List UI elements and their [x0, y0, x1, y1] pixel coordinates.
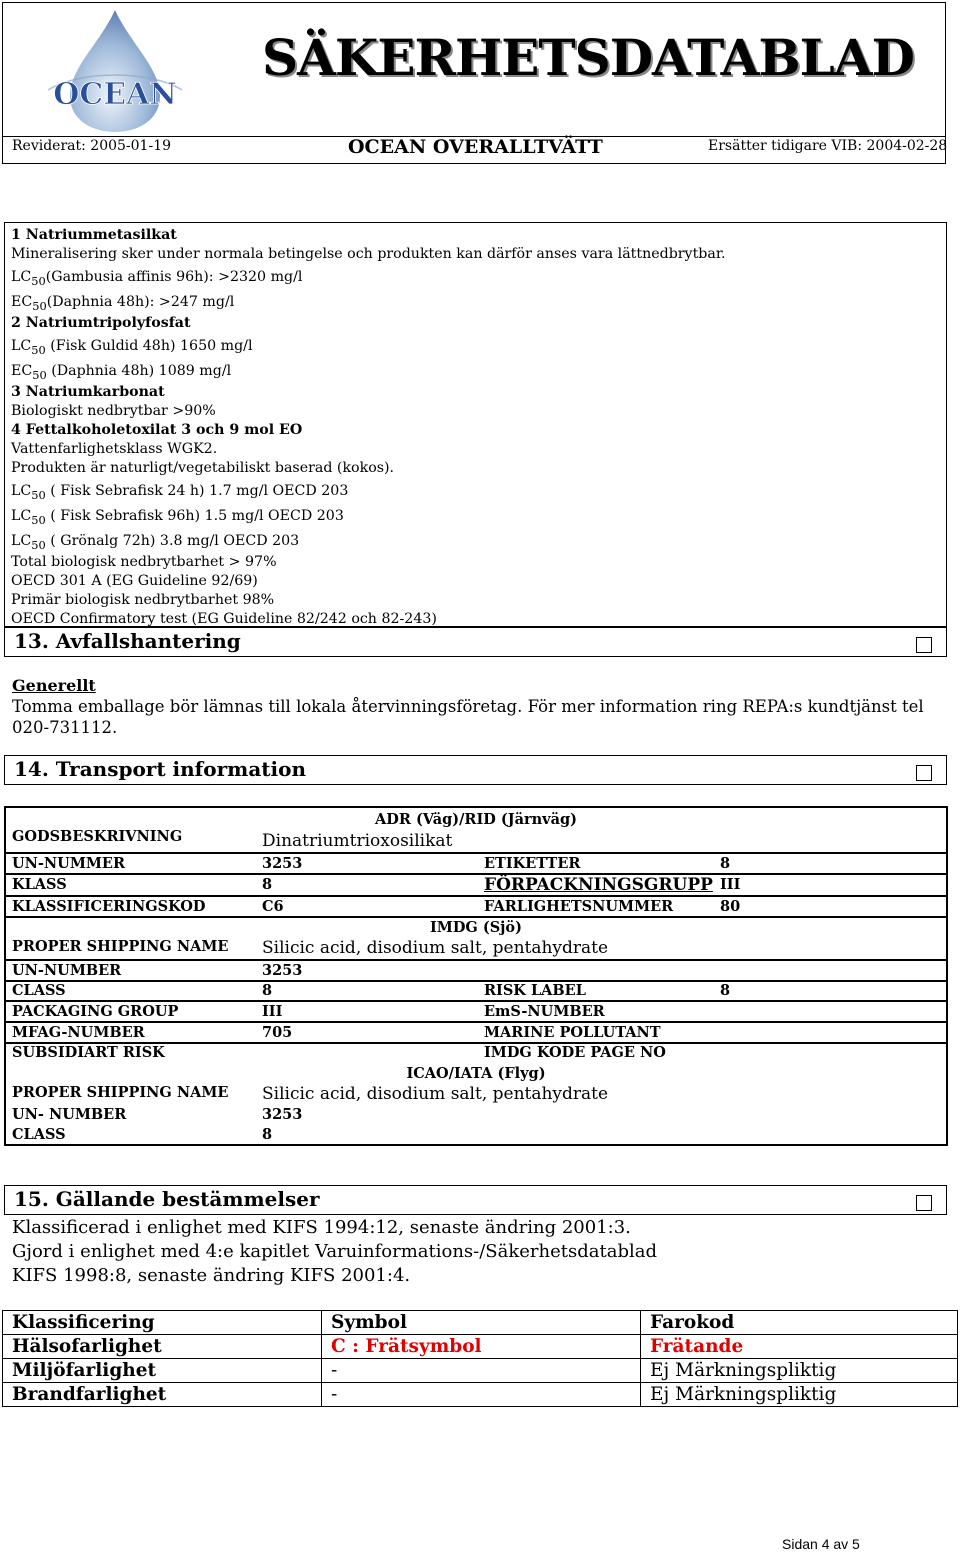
un-value: 3253 — [262, 855, 303, 872]
regulation-line: Gjord i enlighet med 4:e kapitlet Varuinformations-/Säkerhetsdatablad — [12, 1241, 658, 1262]
un-number-value: 3253 — [262, 962, 303, 979]
icao-heading: ICAO/IATA (Flyg) — [406, 1065, 546, 1082]
imdg-pg-row — [6, 1002, 946, 1023]
psn-label: PROPER SHIPPING NAME — [12, 938, 229, 955]
header-cell: Farokod — [641, 1311, 958, 1335]
eco-line: Total biologisk nedbrytbarhet > 97% — [11, 554, 277, 570]
etikett-value: 8 — [720, 855, 731, 872]
icao-class-row — [6, 1126, 946, 1146]
product-name: OCEAN OVERALLTVÄTT — [348, 136, 603, 158]
class-label: CLASS — [12, 982, 66, 999]
replaces-date: Ersätter tidigare VIB: 2004-02-28 — [708, 138, 948, 154]
regulation-text — [12, 1216, 657, 1288]
generellt-label: Generellt — [12, 676, 96, 695]
icao-un-label: UN- NUMBER — [12, 1106, 127, 1123]
adr-kod-row — [6, 897, 946, 918]
adr-goods-row — [6, 808, 946, 854]
section-14-checkbox[interactable] — [916, 765, 932, 781]
eco-line: $LC_{50}$ ( Fisk Sebrafisk 24 h) 1.7 mg/l OECD 203 — [11, 483, 349, 502]
farl-label: FARLIGHETSNUMMER — [484, 898, 674, 915]
imdg-heading: IMDG (Sjö) — [430, 919, 522, 936]
section-13-title: 13. Avfallshantering — [14, 629, 241, 653]
header-cell: Symbol — [322, 1311, 641, 1335]
imdg-sub-row — [6, 1044, 946, 1064]
document-title: SÄKERHETSDATABLAD — [262, 28, 914, 87]
eco-line: $EC_{50}(Daphnia$ 48h): >247 mg/l — [11, 294, 235, 313]
un-label: UN-NUMMER — [12, 855, 126, 872]
eco-line: $LC_{50}(Gambusia$ affinis 96h): >2320 mg/l — [11, 269, 303, 288]
ems-label: EmS-NUMBER — [484, 1003, 605, 1020]
section-13-checkbox[interactable] — [916, 637, 932, 653]
farl-value: 80 — [720, 898, 741, 915]
imdg-class-row — [6, 982, 946, 1002]
table-cell: Hälsofarlighet — [3, 1335, 322, 1359]
icao-un-row — [6, 1106, 946, 1126]
eco-heading: 1 Natriummetasilkat — [11, 227, 177, 243]
ocean-logo — [40, 8, 190, 133]
icao-class-value: 8 — [262, 1126, 273, 1143]
transport-table — [4, 806, 948, 1146]
adr-heading: ADR (Väg)/RID (Järnväg) — [375, 811, 577, 828]
sub-risk-label: SUBSIDIART RISK — [12, 1044, 165, 1061]
table-cell: - — [322, 1383, 641, 1407]
adr-un-row — [6, 854, 946, 875]
icao-un-value: 3253 — [262, 1106, 303, 1123]
regulation-line: KIFS 1998:8, senaste ändring KIFS 2001:4. — [12, 1265, 411, 1286]
section-14-header — [4, 755, 947, 785]
page-number: Sidan 4 av 5 — [782, 1536, 860, 1552]
table-cell: Ej Märkningspliktig — [641, 1359, 958, 1383]
marine-label: MARINE POLLUTANT — [484, 1024, 661, 1041]
icao-psn-label: PROPER SHIPPING NAME — [12, 1084, 229, 1101]
revised-date: Reviderat: 2005-01-19 — [12, 138, 172, 154]
eco-heading: 2 Natriumtripolyfosfat — [11, 315, 191, 331]
kod-label: KLASSIFICERINGSKOD — [12, 898, 206, 915]
eco-line: $EC_{50}$ (Daphnia 48h) 1089 mg/l — [11, 363, 232, 382]
pg-label: PACKAGING GROUP — [12, 1003, 179, 1020]
mfag-value: 705 — [262, 1024, 293, 1041]
section-13-header — [4, 627, 947, 657]
klass-label: KLASS — [12, 876, 67, 893]
section-15-title: 15. Gällande bestämmelser — [14, 1187, 320, 1211]
pack-label: FÖRPACKNINGSGRUPP — [484, 875, 713, 895]
adr-klass-row — [6, 875, 946, 897]
table-cell: Miljöfarlighet — [3, 1359, 322, 1383]
psn-value: Silicic acid, disodium salt, pentahydrate — [262, 938, 609, 958]
table-header-row — [3, 1311, 958, 1335]
table-cell: - — [322, 1359, 641, 1383]
goods-value: Dinatriumtrioxosilikat — [262, 831, 453, 851]
imdg-page-label: IMDG KODE PAGE NO — [484, 1044, 666, 1061]
icao-psn-row — [6, 1064, 946, 1108]
eco-heading: 3 Natriumkarbonat — [11, 384, 165, 400]
table-row — [3, 1335, 958, 1359]
section-14-title: 14. Transport information — [14, 757, 307, 781]
table-cell: Brandfarlighet — [3, 1383, 322, 1407]
eco-line: Produkten är naturligt/vegetabiliskt baserad (kokos). — [11, 460, 395, 476]
etikett-label: ETIKETTER — [484, 855, 581, 872]
classification-table — [2, 1310, 958, 1407]
eco-line: $LC_{50}$ (Fisk Guldid 48h) 1650 mg/l — [11, 338, 253, 357]
eco-line: OECD Confirmatory test (EG Guideline 82/242 och 82-243) — [11, 611, 437, 627]
icao-psn-value: Silicic acid, disodium salt, pentahydrate — [262, 1084, 609, 1104]
disposal-text: Tomma emballage bör lämnas till lokala återvinningsföretag. För mer information ring REPA:s kundtjänst tel 020-731112. — [12, 697, 924, 737]
eco-heading: 4 Fettalkoholetoxilat 3 och 9 mol EO — [11, 422, 303, 438]
logo-text: OCEAN — [53, 77, 177, 112]
mfag-label: MFAG-NUMBER — [12, 1024, 145, 1041]
pg-value: III — [262, 1003, 283, 1020]
class-value: 8 — [262, 982, 273, 999]
imdg-mfag-row — [6, 1023, 946, 1044]
table-cell: Frätande — [641, 1335, 958, 1359]
pack-value: III — [720, 876, 741, 893]
eco-line: $LC_{50}$ ( Grönalg 72h) 3.8 mg/l OECD 203 — [11, 533, 300, 552]
table-cell: C : Frätsymbol — [322, 1335, 641, 1359]
imdg-psn-row — [6, 918, 946, 961]
section-15-header — [4, 1185, 947, 1215]
goods-label: GODSBESKRIVNING — [12, 828, 183, 845]
ecological-info-text — [11, 226, 726, 629]
section-15-checkbox[interactable] — [916, 1195, 932, 1211]
eco-line: Vattenfarlighetsklass WGK2. — [11, 441, 218, 457]
eco-line: Primär biologisk nedbrytbarhet 98% — [11, 592, 275, 608]
regulation-line: Klassificerad i enlighet med KIFS 1994:12, senaste ändring 2001:3. — [12, 1217, 631, 1238]
imdg-un-row — [6, 961, 946, 982]
un-number-label: UN-NUMBER — [12, 962, 122, 979]
eco-line: OECD 301 A (EG Guideline 92/69) — [11, 573, 258, 589]
icao-class-label: CLASS — [12, 1126, 66, 1143]
table-row — [3, 1383, 958, 1407]
eco-line: Mineralisering sker under normala betingelse och produkten kan därför anses vara lättnedbrytbar. — [11, 246, 726, 262]
eco-line: Biologiskt nedbrytbar >90% — [11, 403, 216, 419]
risk-value: 8 — [720, 982, 731, 999]
klass-value: 8 — [262, 876, 273, 893]
risk-label: RISK LABEL — [484, 982, 586, 999]
table-row — [3, 1359, 958, 1383]
eco-line: $LC_{50}$ ( Fisk Sebrafisk 96h) 1.5 mg/l OECD 203 — [11, 508, 344, 527]
table-cell: Ej Märkningspliktig — [641, 1383, 958, 1407]
kod-value: C6 — [262, 898, 284, 915]
header-cell: Klassificering — [3, 1311, 322, 1335]
